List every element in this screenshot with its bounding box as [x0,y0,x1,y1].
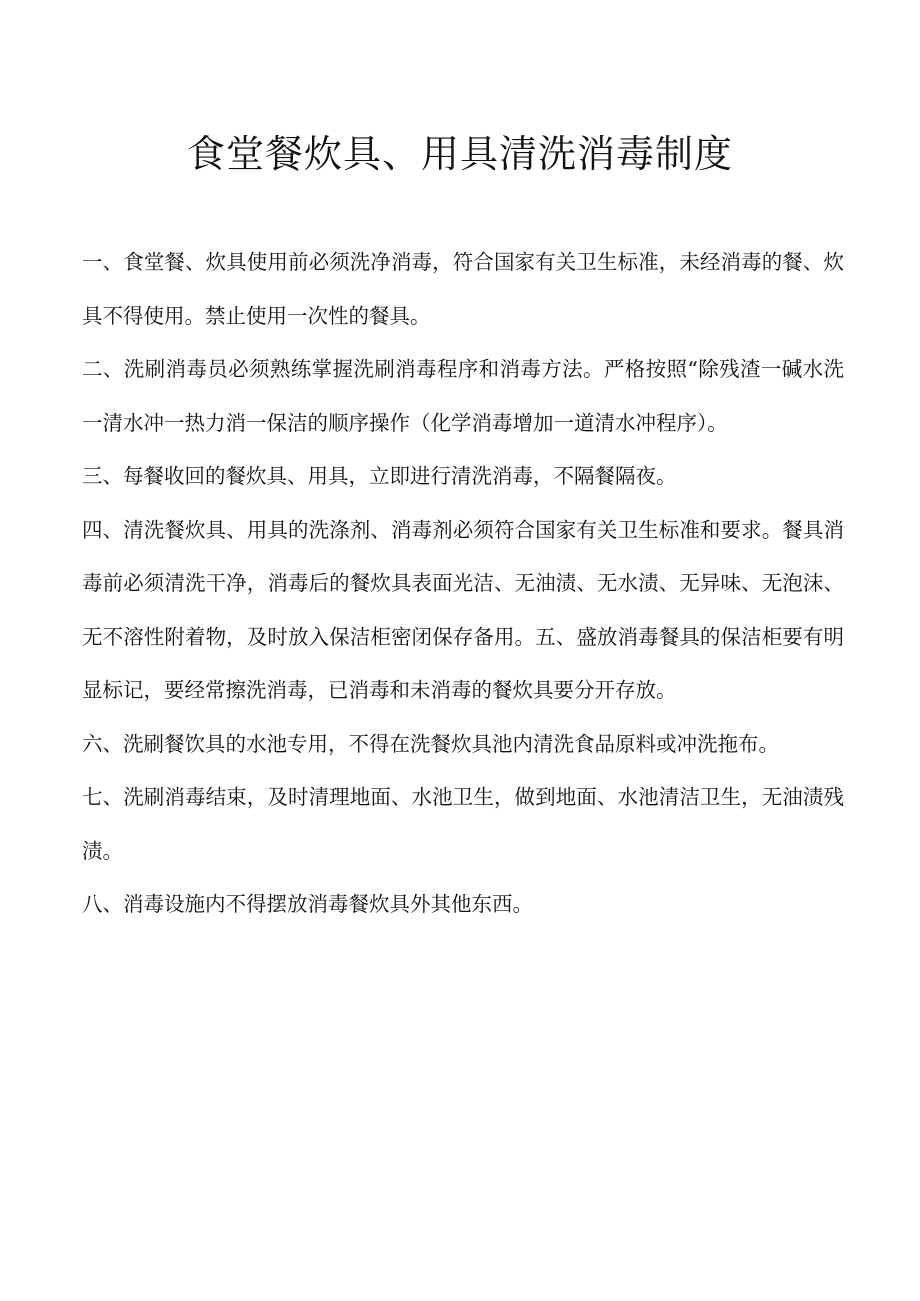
paragraph-8: 八、消毒设施内不得摆放消毒餐炊具外其他东西。 [82,892,533,916]
paragraph-1: 一、食堂餐、炊具使用前必须洗净消毒，符合国家有关卫生标准，未经消毒的餐、炊具不得使用。禁止使用一次性的餐具。 [82,250,844,328]
paragraph-3: 三、每餐收回的餐炊具、用具，立即进行清洗消毒，不隔餐隔夜。 [82,464,677,488]
paragraph-2: 二、洗刷消毒员必须熟练掌握洗刷消毒程序和消毒方法。严格按照“除残渣一碱水洗一清水冲一热力消一保洁的顺序操作（化学消毒增加一道清水冲程序）。 [82,357,844,435]
document-body [82,236,844,932]
paragraph-6: 六、洗刷餐饮具的水池专用，不得在洗餐炊具池内清洗食品原料或冲洗拖布。 [82,731,779,756]
paragraph-4: 四、清洗餐炊具、用具的洗涤剂、消毒剂必须符合国家有关卫生标准和要求。餐具消毒前必须清洗干净，消毒后的餐炊具表面光洁、无油渍、无水渍、无异味、无泡沫、无不溶性附着物，及时放入保洁柜密闭保存备用。五、盛放消毒餐具的保洁柜要有明显标记，要经常擦洗消毒，已消毒和未消毒的餐炊具要分开存放。 [82,517,844,702]
paragraph-7: 七、洗刷消毒结束，及时清理地面、水池卫生，做到地面、水池清洁卫生，无油渍残渍。 [82,785,844,863]
document-title: 食堂餐炊具、用具清洗消毒制度 [186,132,733,176]
